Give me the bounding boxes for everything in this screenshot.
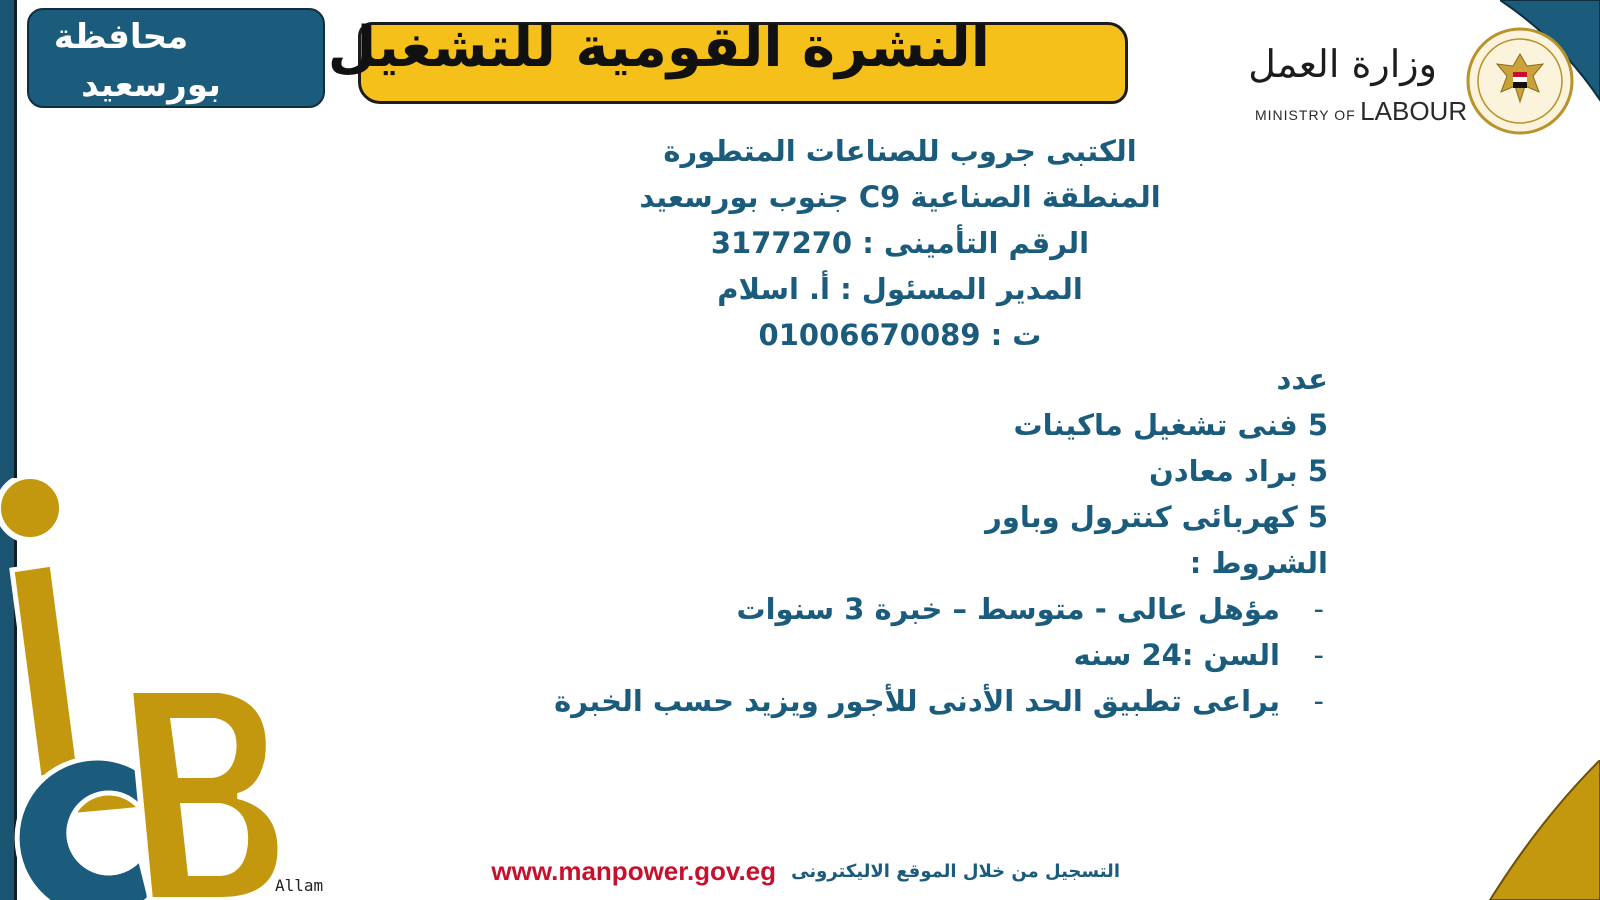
egypt-eagle-emblem-icon bbox=[1465, 26, 1575, 136]
footer-registration bbox=[460, 856, 1120, 892]
governorate-label: محافظة bbox=[53, 17, 189, 57]
ilab-logo-decoration bbox=[0, 478, 290, 900]
bulletin-title: النشرة القومية للتشغيل bbox=[327, 15, 990, 80]
company-phone: ت : 01006670089 bbox=[758, 318, 1042, 352]
governorate-badge bbox=[27, 8, 325, 108]
ministry-logo-text bbox=[1248, 40, 1468, 130]
job-item: 5 كهربائى كنترول وباور bbox=[985, 500, 1328, 534]
company-address: المنطقة الصناعية C9 جنوب بورسعيد bbox=[639, 180, 1161, 214]
website-link[interactable]: www.manpower.gov.eg bbox=[491, 856, 777, 886]
ministry-name-en-big: LABOUR bbox=[1360, 96, 1468, 126]
job-item: 5 فنى تشغيل ماكينات bbox=[1013, 408, 1328, 442]
ministry-name-en bbox=[1255, 96, 1467, 127]
conditions-heading: الشروط : bbox=[1189, 546, 1328, 580]
jobs-heading: عدد bbox=[1276, 362, 1328, 396]
jobs-list bbox=[900, 356, 1328, 586]
company-name: الكتبى جروب للصناعات المتطورة bbox=[663, 134, 1137, 168]
condition-item: - مؤهل عالى - متوسط – خبرة 3 سنوات bbox=[560, 586, 1328, 632]
governorate-name: بورسعيد bbox=[81, 65, 221, 105]
condition-item: - يراعى تطبيق الحد الأدنى للأجور ويزيد حسب الخبرة bbox=[560, 678, 1328, 724]
conditions-list bbox=[554, 586, 1328, 724]
corner-decoration-bottom-right bbox=[1450, 760, 1600, 900]
author-signature: Allam bbox=[275, 876, 324, 895]
company-info bbox=[600, 128, 1200, 358]
register-text: التسجيل من خلال الموقع الاليكترونى bbox=[791, 861, 1120, 882]
condition-item: - السن :24 سنه bbox=[560, 632, 1328, 678]
job-item: 5 براد معادن bbox=[1149, 454, 1328, 488]
ministry-name-ar: وزارة العمل bbox=[1248, 42, 1437, 86]
insurance-number: الرقم التأمينى : 3177270 bbox=[710, 226, 1090, 260]
manager-name: المدير المسئول : أ. اسلام bbox=[717, 272, 1083, 306]
ministry-name-en-small: MINISTRY OF bbox=[1255, 107, 1356, 123]
